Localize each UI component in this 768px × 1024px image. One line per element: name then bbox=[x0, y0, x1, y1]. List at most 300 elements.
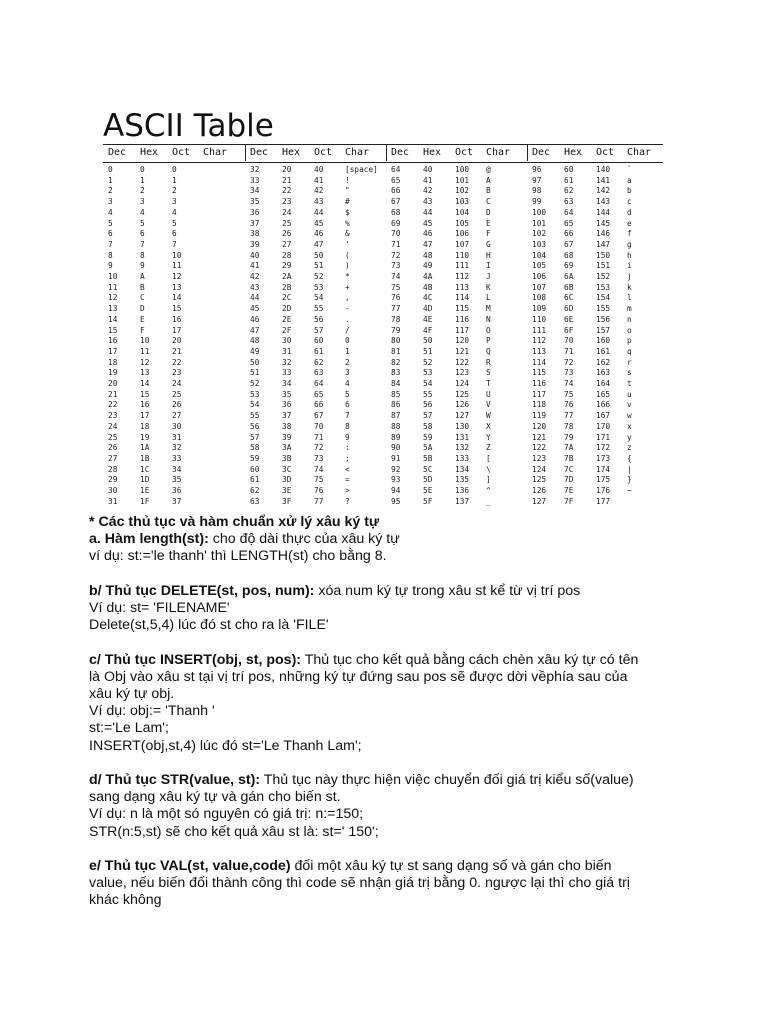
table-row bbox=[386, 465, 527, 475]
table-row bbox=[386, 411, 527, 421]
cell-hex: 1 bbox=[140, 175, 145, 185]
cell-dec: 31 bbox=[108, 496, 118, 506]
cell-oct: 154 bbox=[596, 293, 611, 303]
cell-dec: 11 bbox=[108, 282, 118, 292]
cell-char: 2 bbox=[345, 357, 350, 367]
cell-dec: 54 bbox=[250, 400, 260, 410]
cell-char: C bbox=[486, 197, 491, 207]
cell-hex: 41 bbox=[423, 175, 433, 185]
insert-desc-2: là Obj vào xâu st tại vị trí pos, những ký tự đứng sau pos sẽ được dời vềphía sau của bbox=[89, 668, 628, 685]
cell-hex: 5A bbox=[423, 443, 433, 453]
table-row bbox=[245, 411, 386, 421]
table-row bbox=[386, 240, 527, 250]
table-row bbox=[103, 293, 245, 303]
cell-hex: 77 bbox=[564, 411, 574, 421]
cell-oct: 142 bbox=[596, 186, 611, 196]
cell-dec: 48 bbox=[250, 336, 260, 346]
cell-oct: 170 bbox=[596, 421, 611, 431]
table-row bbox=[245, 165, 386, 175]
cell-oct: 141 bbox=[596, 175, 611, 185]
cell-dec: 8 bbox=[108, 250, 113, 260]
cell-char: Z bbox=[486, 443, 491, 453]
cell-char: z bbox=[627, 443, 632, 453]
cell-dec: 118 bbox=[532, 400, 547, 410]
table-row bbox=[386, 283, 527, 293]
header-hex: Hex bbox=[564, 147, 583, 158]
table-row bbox=[245, 240, 386, 250]
table-row bbox=[245, 208, 386, 218]
table-row bbox=[245, 497, 386, 507]
cell-hex: 37 bbox=[282, 411, 292, 421]
cell-dec: 77 bbox=[391, 304, 401, 314]
table-row bbox=[386, 304, 527, 314]
cell-dec: 47 bbox=[250, 325, 260, 335]
cell-oct: 17 bbox=[172, 325, 182, 335]
cell-oct: 133 bbox=[455, 453, 470, 463]
cell-oct: 113 bbox=[455, 282, 470, 292]
notes-section bbox=[89, 514, 689, 910]
cell-dec: 57 bbox=[250, 432, 260, 442]
cell-hex: 20 bbox=[282, 165, 292, 174]
table-row bbox=[245, 336, 386, 346]
cell-oct: 136 bbox=[455, 486, 470, 495]
cell-char: q bbox=[627, 346, 632, 356]
cell-dec: 49 bbox=[250, 346, 260, 356]
cell-dec: 34 bbox=[250, 186, 260, 196]
cell-oct: 127 bbox=[455, 411, 470, 421]
cell-oct: 52 bbox=[314, 272, 324, 281]
cell-hex: 76 bbox=[564, 400, 574, 410]
cell-dec: 104 bbox=[532, 250, 547, 260]
cell-char: > bbox=[345, 486, 350, 495]
cell-dec: 63 bbox=[250, 496, 260, 506]
cell-dec: 27 bbox=[108, 453, 118, 463]
table-row bbox=[386, 326, 527, 336]
cell-hex: 51 bbox=[423, 346, 433, 356]
cell-dec: 99 bbox=[532, 197, 542, 207]
cell-oct: 123 bbox=[455, 368, 470, 378]
table-row bbox=[245, 283, 386, 293]
table-row bbox=[103, 422, 245, 432]
cell-oct: 114 bbox=[455, 293, 470, 303]
cell-hex: 31 bbox=[282, 346, 292, 356]
cell-oct: 14 bbox=[172, 293, 182, 303]
table-row bbox=[245, 347, 386, 357]
cell-oct: 22 bbox=[172, 357, 182, 367]
cell-hex: 4C bbox=[423, 293, 433, 303]
cell-dec: 125 bbox=[532, 475, 547, 485]
cell-char: T bbox=[486, 379, 491, 388]
cell-hex: 3A bbox=[282, 443, 292, 453]
cell-oct: 106 bbox=[455, 229, 470, 239]
cell-hex: 3C bbox=[282, 464, 292, 474]
cell-dec: 62 bbox=[250, 486, 260, 495]
cell-char: * bbox=[345, 272, 350, 281]
cell-dec: 84 bbox=[391, 379, 401, 388]
cell-oct: 165 bbox=[596, 389, 611, 399]
delete-title: b/ Thủ tục DELETE(st, pos, num): bbox=[89, 582, 315, 599]
table-row bbox=[386, 229, 527, 239]
cell-hex: 78 bbox=[564, 421, 574, 431]
cell-dec: 25 bbox=[108, 432, 118, 442]
cell-hex: 22 bbox=[282, 186, 292, 196]
table-row bbox=[245, 358, 386, 368]
table-row bbox=[103, 433, 245, 443]
table-row bbox=[386, 475, 527, 485]
cell-char: r bbox=[627, 357, 632, 367]
cell-dec: 23 bbox=[108, 411, 118, 421]
cell-hex: 54 bbox=[423, 379, 433, 388]
cell-char: j bbox=[627, 272, 632, 281]
cell-char: W bbox=[486, 411, 491, 421]
cell-oct: 75 bbox=[314, 475, 324, 485]
cell-char: ` bbox=[627, 165, 632, 174]
table-row bbox=[103, 283, 245, 293]
cell-hex: 2 bbox=[140, 186, 145, 196]
cell-oct: 135 bbox=[455, 475, 470, 485]
cell-char: = bbox=[345, 475, 350, 485]
table-row bbox=[527, 379, 663, 389]
cell-hex: 17 bbox=[140, 411, 150, 421]
cell-char: x bbox=[627, 421, 632, 431]
cell-hex: 46 bbox=[423, 229, 433, 239]
cell-hex: 7A bbox=[564, 443, 574, 453]
cell-oct: 6 bbox=[172, 229, 177, 239]
cell-oct: 146 bbox=[596, 229, 611, 239]
notes-heading: * Các thủ tục và hàm chuẩn xử lý xâu ký tự bbox=[89, 514, 380, 530]
cell-char: ] bbox=[486, 475, 491, 485]
cell-hex: E bbox=[140, 314, 145, 324]
table-row bbox=[386, 486, 527, 496]
cell-hex: 61 bbox=[564, 175, 574, 185]
cell-oct: 73 bbox=[314, 453, 324, 463]
cell-char: X bbox=[486, 421, 491, 431]
cell-oct: 117 bbox=[455, 325, 470, 335]
cell-dec: 40 bbox=[250, 250, 260, 260]
cell-dec: 65 bbox=[391, 175, 401, 185]
cell-dec: 3 bbox=[108, 197, 113, 207]
cell-dec: 64 bbox=[391, 165, 401, 174]
cell-hex: 7B bbox=[564, 453, 574, 463]
cell-char: t bbox=[627, 379, 632, 388]
cell-hex: 44 bbox=[423, 207, 433, 217]
table-row bbox=[245, 304, 386, 314]
cell-hex: 2B bbox=[282, 282, 292, 292]
table-row bbox=[103, 165, 245, 175]
cell-oct: 110 bbox=[455, 250, 470, 260]
cell-char: $ bbox=[345, 207, 350, 217]
table-row bbox=[103, 326, 245, 336]
cell-char: p bbox=[627, 336, 632, 346]
cell-oct: 120 bbox=[455, 336, 470, 346]
cell-dec: 18 bbox=[108, 357, 118, 367]
cell-hex: 21 bbox=[282, 175, 292, 185]
cell-char: w bbox=[627, 411, 632, 421]
cell-oct: 40 bbox=[314, 165, 324, 174]
cell-oct: 26 bbox=[172, 400, 182, 410]
cell-oct: 107 bbox=[455, 239, 470, 249]
cell-hex: 10 bbox=[140, 336, 150, 346]
table-row bbox=[245, 465, 386, 475]
cell-char: m bbox=[627, 304, 632, 314]
cell-hex: 14 bbox=[140, 379, 150, 388]
cell-oct: 100 bbox=[455, 165, 470, 174]
cell-hex: 7F bbox=[564, 496, 574, 506]
cell-dec: 105 bbox=[532, 261, 547, 271]
cell-hex: 5F bbox=[423, 496, 433, 506]
cell-char: @ bbox=[486, 165, 491, 174]
cell-oct: 76 bbox=[314, 486, 324, 495]
cell-dec: 83 bbox=[391, 368, 401, 378]
cell-dec: 22 bbox=[108, 400, 118, 410]
cell-dec: 21 bbox=[108, 389, 118, 399]
cell-hex: 5E bbox=[423, 486, 433, 495]
cell-dec: 95 bbox=[391, 496, 401, 506]
cell-hex: 38 bbox=[282, 421, 292, 431]
cell-hex: 16 bbox=[140, 400, 150, 410]
cell-dec: 35 bbox=[250, 197, 260, 207]
table-row bbox=[386, 454, 527, 464]
cell-hex: 2E bbox=[282, 314, 292, 324]
cell-char: g bbox=[627, 239, 632, 249]
cell-char: ( bbox=[345, 250, 350, 260]
cell-oct: 116 bbox=[455, 314, 470, 324]
cell-char: l bbox=[627, 293, 632, 303]
table-row bbox=[386, 208, 527, 218]
cell-oct: 27 bbox=[172, 411, 182, 421]
cell-hex: 13 bbox=[140, 368, 150, 378]
cell-dec: 66 bbox=[391, 186, 401, 196]
cell-hex: 7 bbox=[140, 239, 145, 249]
cell-oct: 23 bbox=[172, 368, 182, 378]
cell-dec: 90 bbox=[391, 443, 401, 453]
table-row bbox=[527, 358, 663, 368]
cell-char: . bbox=[345, 314, 350, 324]
cell-dec: 82 bbox=[391, 357, 401, 367]
table-row bbox=[245, 433, 386, 443]
cell-hex: 1D bbox=[140, 475, 150, 485]
table-row bbox=[245, 326, 386, 336]
table-row bbox=[245, 475, 386, 485]
cell-hex: 26 bbox=[282, 229, 292, 239]
group-divider bbox=[386, 144, 387, 161]
cell-oct: 174 bbox=[596, 464, 611, 474]
cell-oct: 56 bbox=[314, 314, 324, 324]
cell-hex: 27 bbox=[282, 239, 292, 249]
cell-dec: 55 bbox=[250, 411, 260, 421]
table-row bbox=[103, 208, 245, 218]
cell-hex: 49 bbox=[423, 261, 433, 271]
table-row bbox=[527, 261, 663, 271]
cell-char: J bbox=[486, 272, 491, 281]
cell-hex: 56 bbox=[423, 400, 433, 410]
table-row bbox=[527, 251, 663, 261]
cell-oct: 104 bbox=[455, 207, 470, 217]
cell-oct: 131 bbox=[455, 432, 470, 442]
cell-dec: 56 bbox=[250, 421, 260, 431]
table-row bbox=[386, 251, 527, 261]
header-char: Char bbox=[486, 147, 511, 158]
insert-desc-1: Thủ tục cho kết quả bằng cách chèn xâu ký tự có tên bbox=[301, 651, 639, 668]
cell-hex: 66 bbox=[564, 229, 574, 239]
cell-char: E bbox=[486, 218, 491, 228]
cell-oct: 64 bbox=[314, 379, 324, 388]
cell-dec: 120 bbox=[532, 421, 547, 431]
header-char: Char bbox=[627, 147, 652, 158]
cell-hex: 3B bbox=[282, 453, 292, 463]
cell-dec: 127 bbox=[532, 496, 547, 506]
cell-char: ? bbox=[345, 496, 350, 506]
length-example: ví dụ: st:='le thanh' thì LENGTH(st) cho bằng 8. bbox=[89, 548, 387, 565]
cell-oct: 24 bbox=[172, 379, 182, 388]
table-row bbox=[527, 293, 663, 303]
cell-hex: 3E bbox=[282, 486, 292, 495]
table-row bbox=[386, 186, 527, 196]
cell-hex: 2F bbox=[282, 325, 292, 335]
cell-dec: 30 bbox=[108, 486, 118, 495]
cell-hex: 23 bbox=[282, 197, 292, 207]
cell-dec: 14 bbox=[108, 314, 118, 324]
cell-dec: 72 bbox=[391, 250, 401, 260]
cell-dec: 87 bbox=[391, 411, 401, 421]
header-char: Char bbox=[203, 147, 228, 158]
cell-hex: 6E bbox=[564, 314, 574, 324]
cell-char: c bbox=[627, 197, 632, 207]
cell-oct: 125 bbox=[455, 389, 470, 399]
cell-char: K bbox=[486, 282, 491, 292]
cell-oct: 101 bbox=[455, 175, 470, 185]
cell-char: b bbox=[627, 186, 632, 196]
cell-oct: 11 bbox=[172, 261, 182, 271]
table-row bbox=[103, 240, 245, 250]
cell-dec: 39 bbox=[250, 239, 260, 249]
cell-hex: 8 bbox=[140, 250, 145, 260]
cell-oct: 44 bbox=[314, 207, 324, 217]
table-header bbox=[103, 144, 245, 163]
cell-hex: 5 bbox=[140, 218, 145, 228]
cell-hex: 2A bbox=[282, 272, 292, 281]
cell-oct: 126 bbox=[455, 400, 470, 410]
length-desc: cho độ dài thực của xâu ký tự bbox=[208, 531, 400, 548]
cell-char: n bbox=[627, 314, 632, 324]
cell-dec: 43 bbox=[250, 282, 260, 292]
table-row bbox=[103, 454, 245, 464]
cell-char: P bbox=[486, 336, 491, 346]
cell-oct: 163 bbox=[596, 368, 611, 378]
cell-dec: 67 bbox=[391, 197, 401, 207]
cell-oct: 67 bbox=[314, 411, 324, 421]
cell-oct: 162 bbox=[596, 357, 611, 367]
table-row bbox=[386, 165, 527, 175]
cell-hex: 43 bbox=[423, 197, 433, 207]
cell-dec: 70 bbox=[391, 229, 401, 239]
cell-oct: 34 bbox=[172, 464, 182, 474]
cell-dec: 94 bbox=[391, 486, 401, 495]
cell-oct: 57 bbox=[314, 325, 324, 335]
cell-char: U bbox=[486, 389, 491, 399]
table-row bbox=[245, 272, 386, 282]
cell-char: D bbox=[486, 207, 491, 217]
cell-hex: 15 bbox=[140, 389, 150, 399]
cell-oct: 4 bbox=[172, 207, 177, 217]
cell-hex: 30 bbox=[282, 336, 292, 346]
table-row bbox=[386, 443, 527, 453]
cell-dec: 38 bbox=[250, 229, 260, 239]
table-row bbox=[386, 422, 527, 432]
cell-dec: 107 bbox=[532, 282, 547, 292]
cell-dec: 112 bbox=[532, 336, 547, 346]
header-oct: Oct bbox=[596, 147, 615, 158]
cell-char: 6 bbox=[345, 400, 350, 410]
cell-oct: 31 bbox=[172, 432, 182, 442]
cell-oct: 54 bbox=[314, 293, 324, 303]
cell-dec: 60 bbox=[250, 464, 260, 474]
cell-char: y bbox=[627, 432, 632, 442]
table-row bbox=[245, 422, 386, 432]
cell-oct: 33 bbox=[172, 453, 182, 463]
cell-hex: 6A bbox=[564, 272, 574, 281]
cell-char: < bbox=[345, 464, 350, 474]
cell-char: " bbox=[345, 186, 350, 196]
table-row bbox=[527, 465, 663, 475]
cell-dec: 115 bbox=[532, 368, 547, 378]
cell-dec: 69 bbox=[391, 218, 401, 228]
cell-hex: 70 bbox=[564, 336, 574, 346]
cell-hex: 5D bbox=[423, 475, 433, 485]
cell-dec: 1 bbox=[108, 175, 113, 185]
cell-dec: 123 bbox=[532, 453, 547, 463]
cell-char: I bbox=[486, 261, 491, 271]
cell-dec: 20 bbox=[108, 379, 118, 388]
cell-dec: 33 bbox=[250, 175, 260, 185]
cell-char: + bbox=[345, 282, 350, 292]
table-row bbox=[386, 176, 527, 186]
cell-oct: 167 bbox=[596, 411, 611, 421]
table-row bbox=[103, 358, 245, 368]
cell-hex: 35 bbox=[282, 389, 292, 399]
table-row bbox=[245, 293, 386, 303]
cell-hex: 7C bbox=[564, 464, 574, 474]
table-row bbox=[527, 433, 663, 443]
cell-hex: 28 bbox=[282, 250, 292, 260]
cell-dec: 52 bbox=[250, 379, 260, 388]
cell-dec: 116 bbox=[532, 379, 547, 388]
header-hex: Hex bbox=[140, 147, 159, 158]
cell-hex: 39 bbox=[282, 432, 292, 442]
delete-section bbox=[89, 583, 689, 600]
cell-char: ~ bbox=[627, 486, 632, 495]
cell-oct: 53 bbox=[314, 282, 324, 292]
cell-oct: 173 bbox=[596, 453, 611, 463]
table-row bbox=[527, 336, 663, 346]
cell-dec: 50 bbox=[250, 357, 260, 367]
table-row bbox=[386, 347, 527, 357]
cell-oct: 65 bbox=[314, 389, 324, 399]
cell-oct: 12 bbox=[172, 272, 182, 281]
cell-oct: 137 bbox=[455, 496, 470, 506]
table-row bbox=[103, 336, 245, 346]
cell-oct: 102 bbox=[455, 186, 470, 196]
table-row bbox=[245, 486, 386, 496]
table-row bbox=[245, 390, 386, 400]
cell-oct: 151 bbox=[596, 261, 611, 271]
cell-oct: 2 bbox=[172, 186, 177, 196]
cell-hex: 48 bbox=[423, 250, 433, 260]
table-row bbox=[527, 422, 663, 432]
cell-dec: 79 bbox=[391, 325, 401, 335]
cell-dec: 24 bbox=[108, 421, 118, 431]
cell-char: 5 bbox=[345, 389, 350, 399]
